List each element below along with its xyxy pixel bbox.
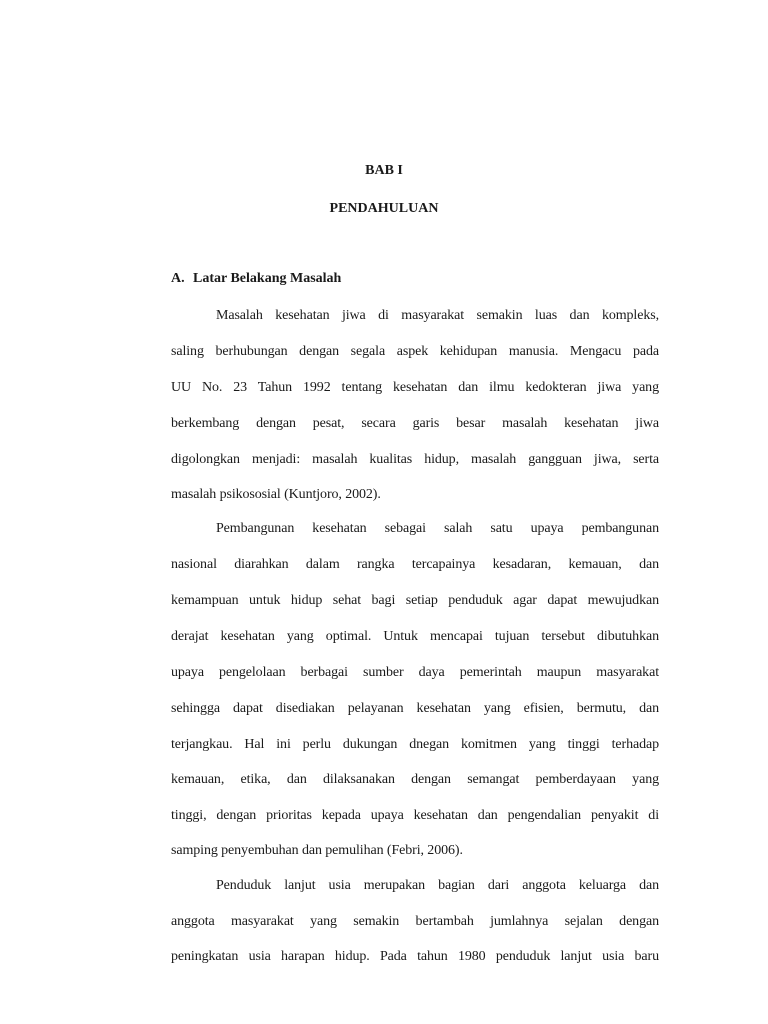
section-letter: A.	[171, 271, 185, 286]
chapter-title: PENDAHULUAN	[329, 201, 439, 216]
text-line: samping penyembuhan dan pemulihan (Febri, 2006).	[171, 843, 463, 858]
chapter-number: BAB I	[365, 163, 403, 178]
text-line: Pembangunan kesehatan sebagai salah satu upaya pembangunan	[216, 521, 659, 536]
text-line: upaya pengelolaan berbagai sumber daya pemerintah maupun masyarakat	[171, 665, 659, 680]
text-line: saling berhubungan dengan segala aspek kehidupan manusia. Mengacu pada	[171, 344, 659, 359]
text-line: peningkatan usia harapan hidup. Pada tahun 1980 penduduk lanjut usia baru	[171, 949, 659, 964]
text-line: UU No. 23 Tahun 1992 tentang kesehatan dan ilmu kedokteran jiwa yang	[171, 380, 659, 395]
text-line: Masalah kesehatan jiwa di masyarakat semakin luas dan kompleks,	[216, 308, 659, 323]
text-line: masalah psikososial (Kuntjoro, 2002).	[171, 487, 381, 502]
text-line: kemauan, etika, dan dilaksanakan dengan semangat pemberdayaan yang	[171, 772, 659, 787]
section-title: Latar Belakang Masalah	[193, 271, 342, 286]
text-line: terjangkau. Hal ini perlu dukungan dnegan komitmen yang tinggi terhadap	[171, 737, 659, 752]
text-line: berkembang dengan pesat, secara garis besar masalah kesehatan jiwa	[171, 416, 659, 431]
section-heading	[171, 271, 341, 287]
text-line: Penduduk lanjut usia merupakan bagian dari anggota keluarga dan	[216, 878, 659, 893]
text-line: kemampuan untuk hidup sehat bagi setiap penduduk agar dapat mewujudkan	[171, 593, 659, 608]
text-line: sehingga dapat disediakan pelayanan kesehatan yang efisien, bermutu, dan	[171, 701, 659, 716]
text-line: nasional diarahkan dalam rangka tercapainya kesadaran, kemauan, dan	[171, 557, 659, 572]
text-line: digolongkan menjadi: masalah kualitas hidup, masalah gangguan jiwa, serta	[171, 452, 659, 467]
text-line: tinggi, dengan prioritas kepada upaya kesehatan dan pengendalian penyakit di	[171, 808, 659, 823]
text-line: derajat kesehatan yang optimal. Untuk mencapai tujuan tersebut dibutuhkan	[171, 629, 659, 644]
text-line: anggota masyarakat yang semakin bertambah jumlahnya sejalan dengan	[171, 914, 659, 929]
